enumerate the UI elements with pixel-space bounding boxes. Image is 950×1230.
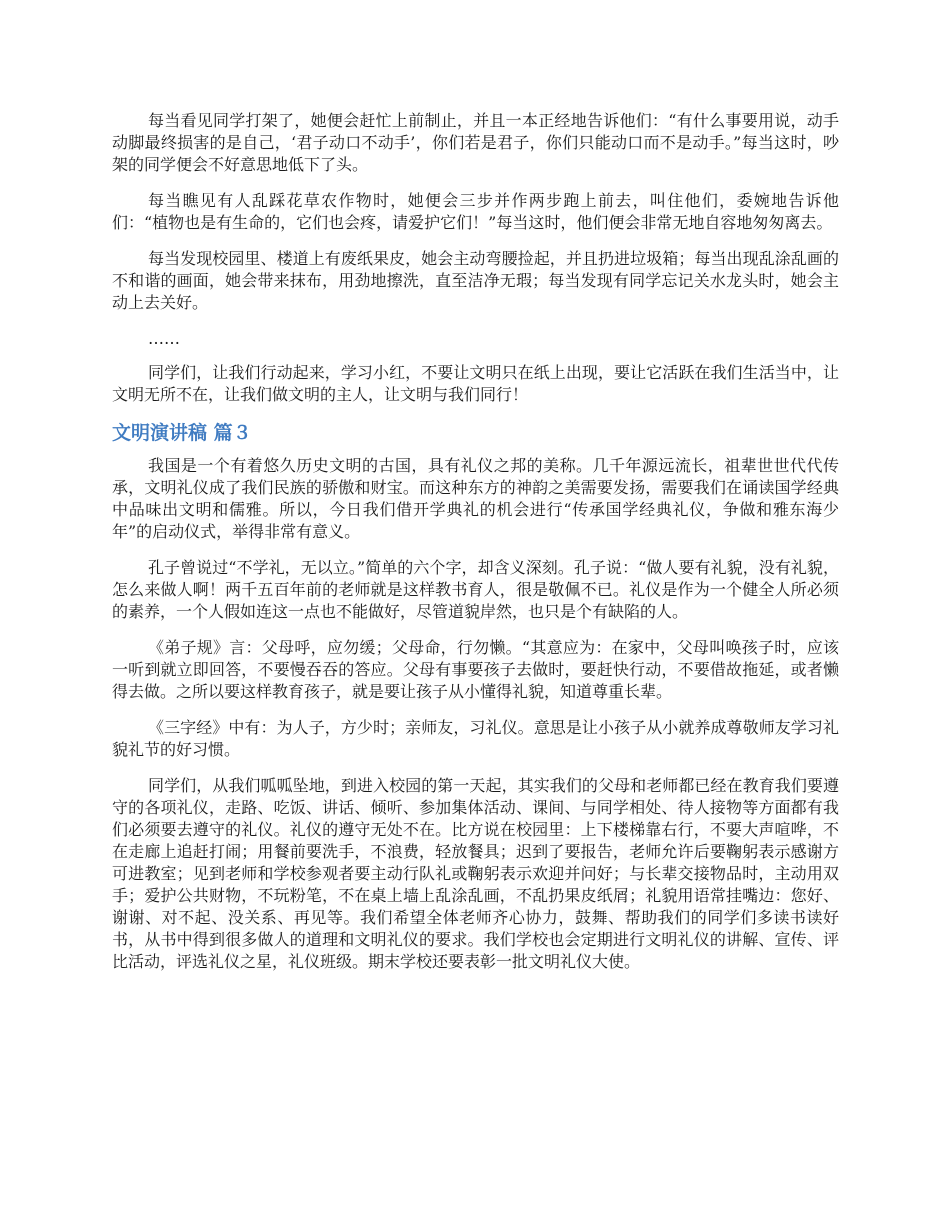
document-page [112,110,839,987]
paragraph-protect-plants: 每当瞧见有人乱踩花草农作物时，她便会三步并作两步跑上前去，叫住他们，委婉地告诉他们：“植物也是有生命的，它们也会疼，请爱护它们！”每当这时，他们便会非常无地自容地匆匆离去。 [112,191,839,232]
paragraph-ancient-civilization: 我国是一个有着悠久历史文明的古国，具有礼仪之邦的美称。几千年源远流长，祖辈世世代代传承，文明礼仪成了我们民族的骄傲和财宝。而这种东方的神韵之美需要发扬，需要我们在诵读国学经典中品味出文明和儒雅。所以，今日我们借开学典礼的机会进行“传承国学经典礼仪，争做和雅东海少年”的启动仪式，举得非常有意义。 [112,456,839,541]
paragraph-closing-call: 同学们，让我们行动起来，学习小红，不要让文明只在纸上出现，要让它活跃在我们生活当中，让文明无所不在，让我们做文明的主人，让文明与我们同行！ [112,363,839,404]
ellipsis: …… [148,329,180,348]
paragraph-confucius: 孔子曾说过“不学礼，无以立。”简单的六个字，却含义深刻。孔子说：“做人要有礼貌，没有礼貌，怎么来做人啊！两千五百年前的老师就是这样教书育人，很是敬佩不已。礼仪是作为一个健全人所必须的素养，一个人假如连这一点也不能做好，尽管道貌岸然，也只是个有缺陷的人。 [112,558,839,621]
paragraph-dizigui: 《弟子规》言：父母呼，应勿缓；父母命，行勿懒。“其意应为：在家中，父母叫唤孩子时，应该一听到就立即回答，不要慢吞吞的答应。父母有事要孩子去做时，要赶快行动，不要借故拖延，或者懒得去做。之所以要这样教育孩子，就是要让孩子从小懂得礼貌，知道尊重长辈。 [112,638,839,701]
paragraph-clean-campus: 每当发现校园里、楼道上有废纸果皮，她会主动弯腰捡起，并且扔进垃圾箱；每当出现乱涂乱画的不和谐的画面，她会带来抹布，用劲地擦洗，直至洁净无瑕；每当发现有同学忘记关水龙头时，她会主动上去关好。 [112,249,839,312]
section-heading: 文明演讲稿 篇３ [112,422,252,444]
paragraph-campus-etiquette: 同学们，从我们呱呱坠地，到进入校园的第一天起，其实我们的父母和老师都已经在教育我们要遵守的各项礼仪，走路、吃饭、讲话、倾听、参加集体活动、课间、与同学相处、待人接物等方面都有我们必须要去遵守的礼仪。礼仪的遵守无处不在。比方说在校园里：上下楼梯靠右行，不要大声喧哗，不在走廊上追赶打闹；用餐前要洗手，不浪费，轻放餐具；迟到了要报告，老师允许后要鞠躬表示感谢方可进教室；见到老师和学校参观者要主动行队礼或鞠躬表示欢迎并问好；与长辈交接物品时，主动用双手；爱护公共财物，不玩粉笔，不在桌上墙上乱涂乱画，不乱扔果皮纸屑；礼貌用语常挂嘴边：您好、谢谢、对不起、没关系、再见等。我们希望全体老师齐心协力，鼓舞、帮助我们的同学们多读书读好书，从书中得到很多做人的道理和文明礼仪的要求。我们学校也会定期进行文明礼仪的讲解、宣传、评比活动，评选礼仪之星，礼仪班级。期末学校还要表彰一批文明礼仪大使。 [112,776,839,971]
paragraph-stop-fighting: 每当看见同学打架了，她便会赶忙上前制止，并且一本正经地告诉他们：“有什么事要用说，动手动脚最终损害的是自己，‘君子动口不动手’，你们若是君子，你们只能动口而不是动手。”每当这时，吵架的同学便会不好意思地低下了头。 [112,111,839,174]
paragraph-sanzijing: 《三字经》中有：为人子，方少时；亲师友，习礼仪。意思是让小孩子从小就养成尊敬师友学习礼貌礼节的好习惯。 [112,718,839,759]
